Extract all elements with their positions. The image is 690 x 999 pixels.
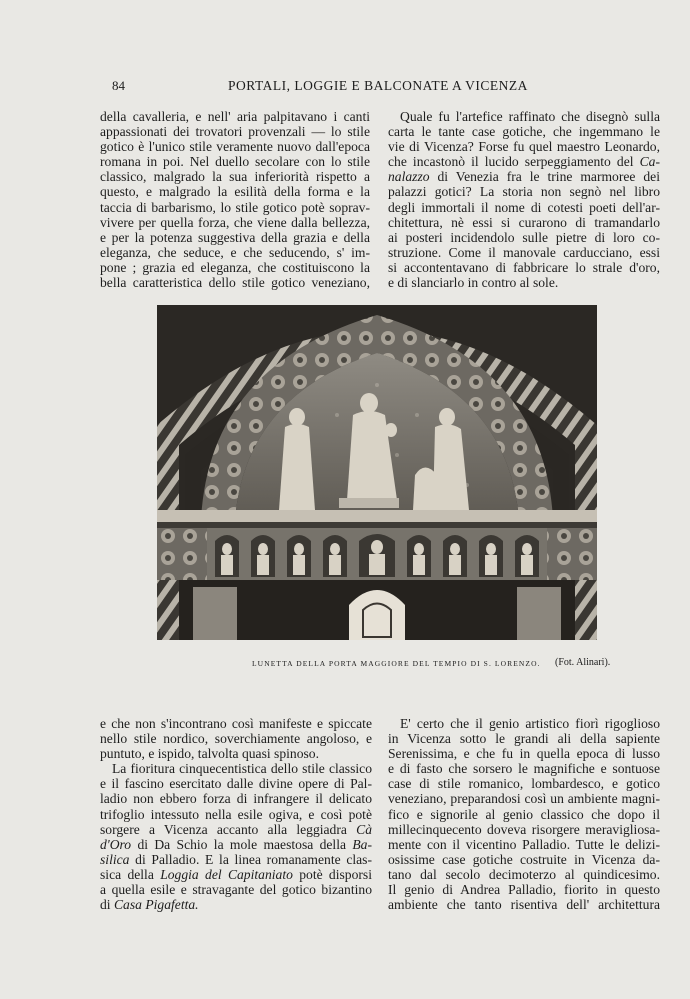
text-line: in Vicenza sotto le grandi ali della sapiente	[388, 731, 660, 747]
text-line: della cavalleria, e nell' aria palpitavano i canti	[100, 109, 370, 124]
text-line: case di stile romanico, lombardesco, e gotico	[388, 776, 660, 792]
running-title: PORTALI, LOGGIE E BALCONATE A VICENZA	[228, 78, 528, 93]
text-line: questo, e malgrado la esilità della forma e la	[100, 184, 370, 200]
text-line: trifoglio intessuto nella esile ogiva, e così potè	[100, 806, 372, 822]
text-line: fico e signorile al genio classico che dopo il	[388, 806, 660, 822]
paragraph	[100, 716, 372, 761]
paragraph	[100, 761, 372, 912]
text-line: gotico è l'unico stile veramente nuovo dall'epoca	[100, 139, 370, 155]
right-column	[575, 580, 597, 640]
text-line: e per la potenza suggestiva della grazia e della	[100, 229, 370, 245]
coat-of-arms	[349, 590, 405, 640]
text-line: puntuto, e ispido, talvolta quasi spinoso.	[100, 746, 320, 762]
lunette-photograph	[157, 305, 597, 640]
running-header	[0, 78, 690, 98]
text-line: e di slanciarlo in contro al sole.	[388, 275, 559, 291]
text-line: bella caratteristica dello stile gotico veneziano,	[100, 275, 370, 291]
text-line: sica della Loggia del Capitaniato potè disporsi	[100, 866, 372, 882]
text-line: ambiente che tanto risentiva dell' architettura	[388, 897, 660, 913]
text-line: e che non s'incontrano così manifeste e spiccate	[100, 716, 372, 731]
text-line: vie di Vicenza? Forse fu quel maestro Leonardo,	[388, 139, 660, 155]
page-number: 84	[112, 78, 125, 93]
text-line: sorgere a Vicenza accanto alla leggiadra Cà	[100, 821, 372, 837]
text-column-top-right	[388, 109, 660, 290]
text-line: degli immortali il nome di cotesti poeti dell'ar-	[388, 199, 660, 215]
left-capital	[157, 528, 207, 580]
text-line: La fioritura cinquecentistica dello stile classico	[112, 761, 372, 777]
text-line: taccia di barbarismo, lo stile gotico potè soprav-	[100, 199, 370, 215]
text-line: eleganza, che seduce, e che seducendo, s' im-	[100, 244, 370, 260]
text-line: struzione. Come il manovale carducciano, essi	[388, 244, 660, 260]
right-relief	[517, 587, 561, 640]
text-line: Quale fu l'artefice raffinato che disegnò sulla	[400, 109, 660, 124]
text-line: si accontentavano di fabbricare lo strale d'oro,	[388, 259, 660, 275]
photo-credit: (Fot. Alinari).	[555, 657, 611, 668]
figure-caption: LUNETTA DELLA PORTA MAGGIORE DEL TEMPIO DI S. LORENZO.	[252, 659, 541, 668]
text-line: d'Oro di Da Schio la mole maestosa della Ba-	[100, 836, 372, 852]
text-line: vivere per quella forza, che viene dalla bellezza,	[100, 214, 370, 230]
text-line: di Casa Pigafetta.	[100, 897, 199, 913]
cornice-shadow	[157, 522, 597, 528]
text-line: appassionati dei trovatori provenzali — lo stile	[100, 124, 370, 140]
text-column-top-left	[100, 109, 370, 290]
text-line: Serenissima, e che fu in quella epoca di lusso	[388, 746, 660, 762]
architrave-niches	[215, 534, 539, 577]
text-line: pone ; grazia ed eleganza, che costituiscono la	[100, 259, 370, 275]
text-line: osissime case gotiche costruite in Vicenza da-	[388, 851, 660, 867]
text-line: nello stile nordico, soverchiamente angoloso, e	[100, 731, 372, 747]
text-line: E' certo che il genio artistico fiorì rigoglioso	[400, 716, 660, 731]
text-line: e di fasto che sorsero le magnifiche e sontuose	[388, 761, 660, 777]
text-line: classico, malgrado la sua inferiorità rispetto a	[100, 169, 370, 185]
text-line: Il genio di Andrea Palladio, fiorito in questo	[388, 882, 660, 898]
text-line: ladio non ebbero forza di infrangere il delicato	[100, 791, 372, 807]
text-line: silica di Palladio. E la linea romanamente clas-	[100, 851, 372, 867]
text-line: mente con il vicentino Palladio. Tutte le delizi-	[388, 836, 660, 852]
text-line: ai posteri incidendolo sulle pietre di loro co-	[388, 229, 660, 245]
text-line: che incastonò il lucido serpeggiamento del Ca-	[388, 154, 660, 170]
text-column-bottom-left	[100, 716, 372, 912]
text-line: veneziano, preparandosi così un ambiente magni-	[388, 791, 660, 807]
text-line: millecinquecento doveva risorgere meravigliosa-	[388, 821, 660, 837]
left-relief	[193, 587, 237, 640]
cornice	[157, 510, 597, 522]
text-line: a quella esile e stravagante del gotico bizantino	[100, 882, 372, 898]
text-line: tano dal secolo decimoterzo al quindicesimo.	[388, 866, 660, 882]
lunette-illustration	[157, 305, 597, 640]
text-line: palazzi gotici? La storia non segnò nel libro	[388, 184, 660, 200]
text-line: chitettura, nè essi si curarono di tramandarlo	[388, 214, 660, 230]
paragraph	[388, 109, 660, 290]
right-capital	[547, 528, 597, 580]
text-line: e il fascino esercitato dalle divine opere di Pal-	[100, 776, 372, 792]
text-line: nalazzo di Venezia fra le trine marmoree dei	[388, 169, 660, 185]
throne-base	[339, 498, 399, 508]
paragraph	[100, 109, 370, 290]
left-column	[157, 580, 179, 640]
paragraph	[388, 716, 660, 912]
text-line: carta le tante case gotiche, che ingemmano le	[388, 124, 660, 140]
text-column-bottom-right	[388, 716, 660, 912]
text-line: romana in poi. Nel duello secolare con lo stile	[100, 154, 370, 170]
